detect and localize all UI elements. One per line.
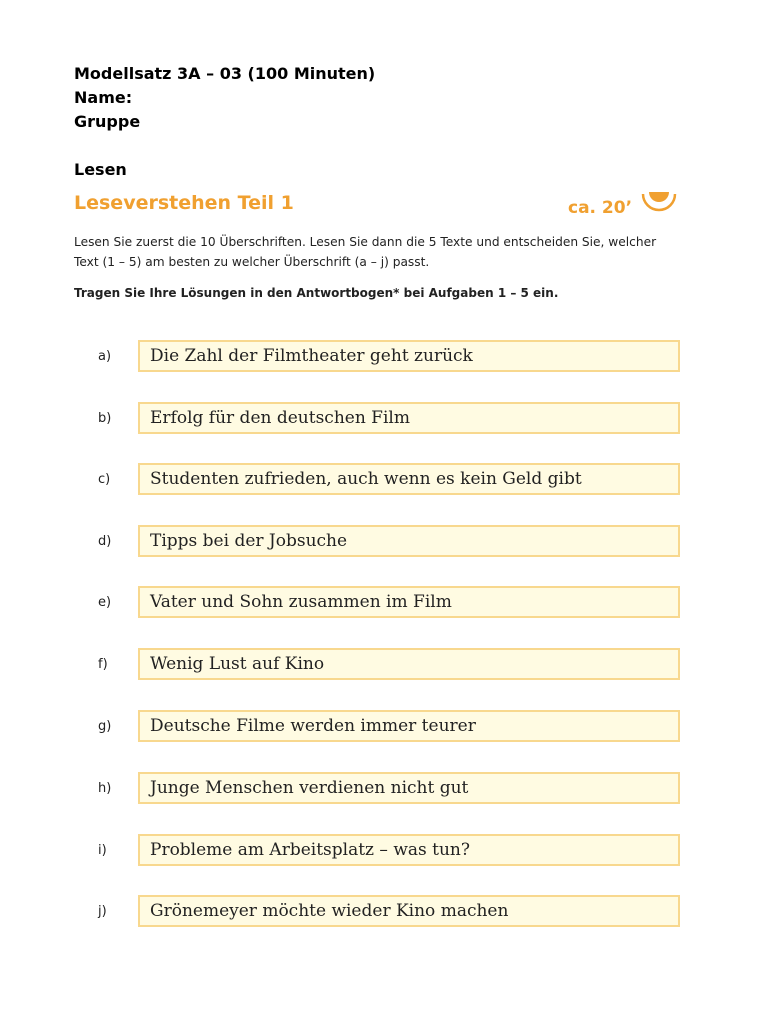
name-label: Name: bbox=[74, 88, 133, 107]
heading-item bbox=[70, 834, 685, 870]
item-letter: j) bbox=[98, 904, 107, 919]
exam-title: Modellsatz 3A – 03 (100 Minuten) bbox=[74, 64, 376, 83]
heading-item bbox=[70, 772, 685, 808]
item-letter: h) bbox=[98, 781, 112, 796]
scanned-task-sheet bbox=[70, 188, 685, 933]
section-title: Lesen bbox=[74, 160, 127, 179]
item-letter: e) bbox=[98, 595, 112, 610]
item-letter: c) bbox=[98, 472, 111, 487]
heading-box: Vater und Sohn zusammen im Film bbox=[138, 586, 680, 618]
heading-box: Junge Menschen verdienen nicht gut bbox=[138, 772, 680, 804]
item-letter: f) bbox=[98, 657, 108, 672]
heading-box: Tipps bei der Jobsuche bbox=[138, 525, 680, 557]
heading-box: Wenig Lust auf Kino bbox=[138, 648, 680, 680]
heading-box: Studenten zufrieden, auch wenn es kein Geld gibt bbox=[138, 463, 680, 495]
heading-item bbox=[70, 463, 685, 499]
heading-box: Deutsche Filme werden immer teurer bbox=[138, 710, 680, 742]
instruction-answer-sheet: Tragen Sie Ihre Lösungen in den Antwortbogen* bei Aufgaben 1 – 5 ein. bbox=[74, 286, 559, 300]
task-title: Leseverstehen Teil 1 bbox=[74, 192, 294, 214]
document-header bbox=[74, 62, 375, 134]
item-letter: i) bbox=[98, 843, 107, 858]
heading-item bbox=[70, 340, 685, 376]
time-label: ca. 20’ bbox=[568, 198, 633, 218]
instruction-text: Lesen Sie zuerst die 10 Überschriften. Lesen Sie dann die 5 Texte und entscheiden Sie, welcher Text (1 – 5) am besten zu welcher Überschrift (a – j) passt. bbox=[74, 235, 657, 269]
heading-box: Probleme am Arbeitsplatz – was tun? bbox=[138, 834, 680, 866]
item-letter: d) bbox=[98, 534, 112, 549]
heading-box: Grönemeyer möchte wieder Kino machen bbox=[138, 895, 680, 927]
item-letter: a) bbox=[98, 349, 112, 364]
heading-box: Erfolg für den deutschen Film bbox=[138, 402, 680, 434]
item-letter: g) bbox=[98, 719, 112, 734]
heading-item bbox=[70, 710, 685, 746]
item-letter: b) bbox=[98, 411, 112, 426]
heading-item bbox=[70, 895, 685, 931]
group-label: Gruppe bbox=[74, 112, 141, 131]
heading-item bbox=[70, 648, 685, 684]
heading-item bbox=[70, 586, 685, 622]
heading-item bbox=[70, 402, 685, 438]
heading-item bbox=[70, 525, 685, 561]
clock-icon bbox=[637, 188, 681, 222]
heading-box: Die Zahl der Filmtheater geht zurück bbox=[138, 340, 680, 372]
